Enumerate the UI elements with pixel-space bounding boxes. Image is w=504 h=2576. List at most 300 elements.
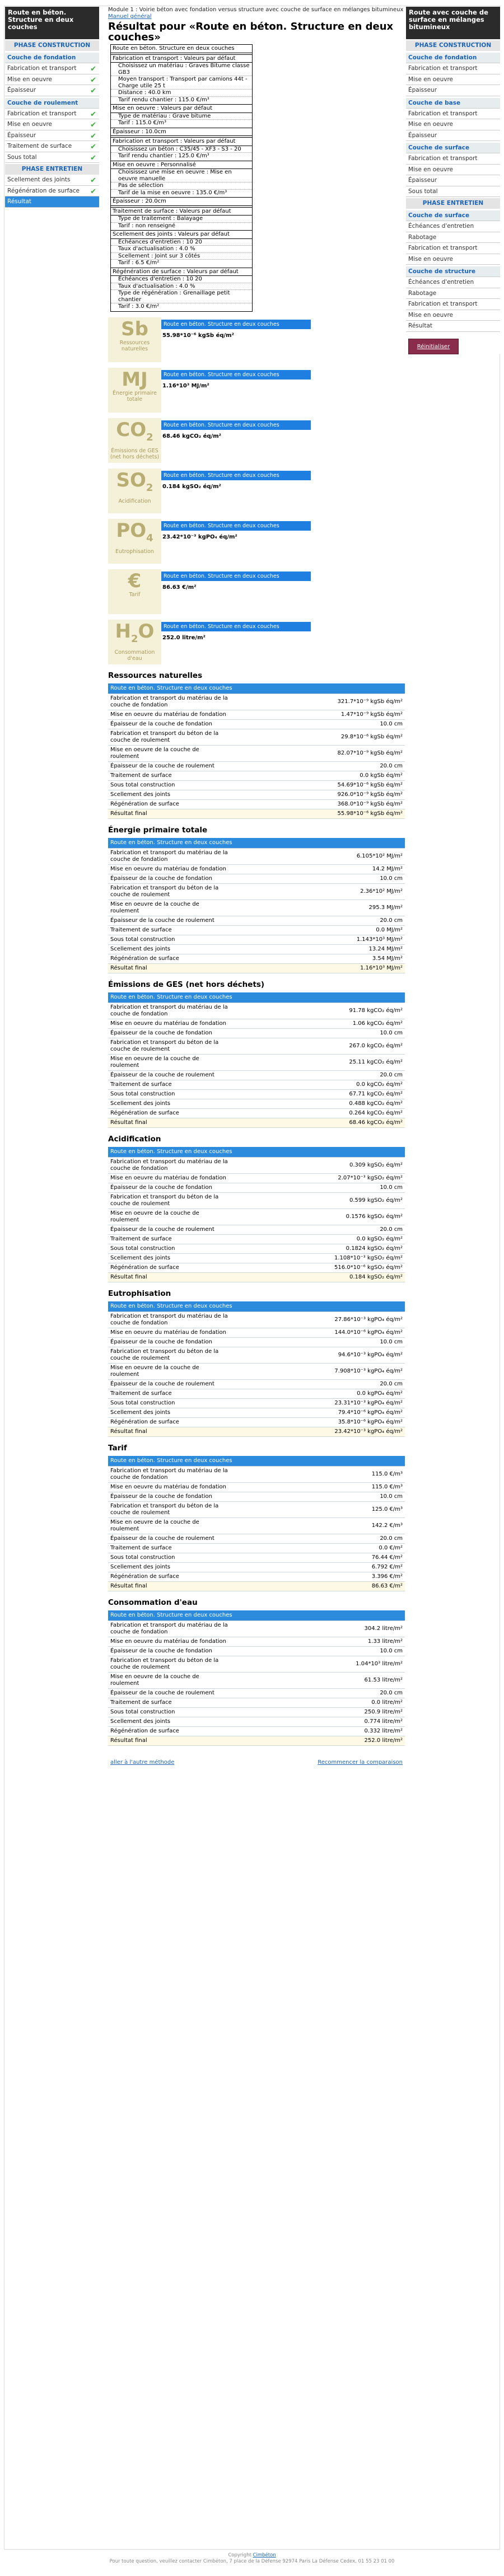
indicator-card bbox=[108, 368, 161, 413]
indicator-row bbox=[108, 317, 405, 362]
row-value: 10.0 cm bbox=[231, 1646, 405, 1656]
table-row bbox=[108, 1209, 405, 1225]
row-value: 2.07*10⁻³ kgSO₂ éq/m² bbox=[231, 1173, 405, 1183]
table-row bbox=[108, 1553, 405, 1562]
row-label: Mise en oeuvre du matériau de fondation bbox=[108, 1637, 231, 1646]
table-row bbox=[108, 1347, 405, 1363]
table-row bbox=[108, 1363, 405, 1379]
row-label: Mise en oeuvre du matériau de fondation bbox=[108, 1328, 231, 1337]
indicator-symbol: € bbox=[128, 569, 142, 592]
table-row bbox=[108, 710, 405, 719]
row-label: Fabrication et transport du béton de la couche de roulement bbox=[108, 1347, 231, 1363]
row-label: Régénération de surface bbox=[108, 799, 231, 809]
table-header-row bbox=[108, 1147, 405, 1158]
sidebar-item[interactable]: Échéances d'entretien bbox=[406, 221, 500, 232]
table-row bbox=[108, 1054, 405, 1070]
parameter-line: Type de régénération : Grenaillage petit chantier bbox=[111, 290, 252, 303]
check-icon: ✔ bbox=[90, 65, 96, 73]
row-value: 91.78 kgCO₂ éq/m² bbox=[231, 1003, 405, 1019]
parameter-line: Tarif de la mise en oeuvre : 135.0 €/m³ bbox=[118, 189, 227, 196]
indicator-bar: Route en béton. Structure en deux couches bbox=[161, 370, 311, 380]
nav-group-heading: Couche de roulement bbox=[5, 98, 99, 109]
indicator-subscript: 4 bbox=[146, 532, 153, 544]
row-label: Épaisseur de la couche de fondation bbox=[108, 1028, 231, 1038]
row-label: Scellement des joints bbox=[108, 1562, 231, 1572]
parameter-group bbox=[111, 55, 252, 105]
sidebar-item[interactable]: Fabrication et transport bbox=[406, 243, 500, 254]
row-value: 55.98*10⁻⁶ kgSb éq/m² bbox=[231, 809, 405, 818]
footer-links bbox=[108, 1757, 405, 1771]
sidebar-item[interactable] bbox=[5, 85, 99, 96]
indicator-bar: Route en béton. Structure en deux couches bbox=[161, 420, 311, 430]
row-label: Épaisseur de la couche de fondation bbox=[108, 1492, 231, 1501]
parameter-line: Tarif : 3.0 €/m² bbox=[118, 303, 160, 310]
row-label: Résultat final bbox=[108, 1427, 231, 1436]
row-value: 926.0*10⁻⁹ kgSb éq/m² bbox=[231, 790, 405, 799]
indicator-label: Acidification bbox=[118, 498, 151, 505]
results-table bbox=[108, 1456, 405, 1591]
row-value: 125.0 €/m³ bbox=[231, 1501, 405, 1518]
parameter-line: Échéances d'entretien : 10 20 bbox=[111, 276, 252, 283]
table-row bbox=[108, 1408, 405, 1417]
sidebar-item[interactable] bbox=[5, 186, 99, 197]
row-label: Fabrication et transport du matériau de la couche de fondation bbox=[108, 1620, 231, 1637]
parameter-line: Type de traitement : Balayage bbox=[111, 216, 252, 223]
table-row bbox=[108, 719, 405, 729]
sidebar-item[interactable]: Fabrication et transport bbox=[406, 299, 500, 310]
table-header-row bbox=[108, 683, 405, 694]
sidebar-item[interactable] bbox=[5, 141, 99, 152]
table-row bbox=[108, 1620, 405, 1637]
parameter-line: Scellement : Joint sur 3 côtés bbox=[111, 253, 252, 260]
sidebar-item-result[interactable]: Résultat bbox=[5, 196, 99, 208]
row-value: 0.1576 kgSO₂ éq/m² bbox=[231, 1209, 405, 1225]
table-row bbox=[108, 1253, 405, 1263]
row-value: 20.0 cm bbox=[231, 1534, 405, 1543]
check-icon: ✔ bbox=[90, 87, 96, 95]
check-icon: ✔ bbox=[90, 176, 96, 185]
sidebar-item[interactable]: Mise en oeuvre bbox=[406, 74, 500, 86]
sidebar-item[interactable]: Mise en oeuvre bbox=[406, 165, 500, 176]
row-label: Traitement de surface bbox=[108, 1543, 231, 1553]
row-label: Fabrication et transport du matériau de la couche de fondation bbox=[108, 1003, 231, 1019]
left-sidebar-title: Route en béton. Structure en deux couches bbox=[5, 7, 99, 39]
row-label: Scellement des joints bbox=[108, 1408, 231, 1417]
sidebar-item[interactable] bbox=[5, 175, 99, 186]
row-label: Épaisseur de la couche de roulement bbox=[108, 1225, 231, 1234]
table-row bbox=[108, 1501, 405, 1518]
left-sidebar bbox=[5, 7, 99, 208]
row-value: 20.0 cm bbox=[231, 1379, 405, 1389]
sidebar-item[interactable] bbox=[5, 130, 99, 142]
table-row bbox=[108, 1312, 405, 1328]
indicator-label: Ressources naturelles bbox=[119, 339, 150, 352]
row-value: 86.63 €/m² bbox=[231, 1581, 405, 1591]
row-label: Épaisseur de la couche de roulement bbox=[108, 1688, 231, 1698]
parameter-line: Tarif rendu chantier : 115.0 €/m³ bbox=[118, 96, 209, 103]
nav-group-heading: Couche de base bbox=[406, 98, 500, 109]
table-row bbox=[108, 1118, 405, 1127]
sidebar-item[interactable]: Sous total bbox=[406, 186, 500, 198]
row-label: Scellement des joints bbox=[108, 944, 231, 954]
row-value: 29.8*10⁻⁶ kgSb éq/m² bbox=[231, 729, 405, 745]
row-label: Mise en oeuvre de la couche de roulement bbox=[108, 1363, 231, 1379]
table-row bbox=[108, 1089, 405, 1099]
table-row bbox=[108, 1019, 405, 1028]
indicator-symbol-icon bbox=[108, 569, 161, 592]
section-title: Acidification bbox=[108, 1134, 161, 1144]
table-row bbox=[108, 963, 405, 973]
indicator-row bbox=[108, 469, 405, 513]
table-row bbox=[108, 900, 405, 916]
table-row bbox=[108, 1726, 405, 1736]
row-value: 1.33 litre/m² bbox=[231, 1637, 405, 1646]
section-title: Ressources naturelles bbox=[108, 671, 203, 680]
row-value: 304.2 litre/m² bbox=[231, 1620, 405, 1637]
table-row bbox=[108, 790, 405, 799]
results-table bbox=[108, 683, 405, 819]
row-value: 20.0 cm bbox=[231, 1070, 405, 1080]
table-row bbox=[108, 745, 405, 761]
row-label: Épaisseur de la couche de roulement bbox=[108, 916, 231, 925]
indicator-value: 68.46 kgCO₂ éq/m² bbox=[162, 433, 222, 439]
parameter-heading: Traitement de surface : Valeurs par défaut bbox=[111, 208, 252, 216]
indicator-bar: Route en béton. Structure en deux couches bbox=[161, 471, 311, 480]
table-header-cell: Route en béton. Structure en deux couches bbox=[108, 1610, 405, 1621]
row-label: Fabrication et transport du matériau de la couche de fondation bbox=[108, 694, 231, 710]
table-row bbox=[108, 1417, 405, 1427]
restart-link[interactable]: Recommencer la comparaison bbox=[318, 1759, 403, 1765]
row-value: 61.53 litre/m² bbox=[231, 1672, 405, 1688]
row-value: 20.0 cm bbox=[231, 1688, 405, 1698]
indicator-row bbox=[108, 569, 405, 614]
sidebar-item[interactable] bbox=[5, 109, 99, 120]
row-value: 3.54 MJ/m² bbox=[231, 954, 405, 963]
parameter-group bbox=[111, 198, 252, 208]
table-row bbox=[108, 694, 405, 710]
row-value: 1.04*10³ litre/m² bbox=[231, 1656, 405, 1672]
row-label: Régénération de surface bbox=[108, 1108, 231, 1118]
table-header-row bbox=[108, 1301, 405, 1312]
site-footer bbox=[0, 2552, 504, 2565]
row-label: Régénération de surface bbox=[108, 1417, 231, 1427]
row-value: 0.309 kgSO₂ éq/m² bbox=[231, 1157, 405, 1173]
row-value: 13.24 MJ/m² bbox=[231, 944, 405, 954]
parameter-heading: Fabrication et transport : Valeurs par défaut bbox=[111, 55, 252, 63]
table-row bbox=[108, 925, 405, 935]
check-icon: ✔ bbox=[90, 187, 96, 196]
row-value: 1.16*10³ MJ/m² bbox=[231, 963, 405, 973]
row-value: 23.42*10⁻³ kgPO₄ éq/m² bbox=[231, 1427, 405, 1436]
parameter-heading: Mise en oeuvre : Personnalisé bbox=[111, 161, 252, 170]
parameter-line: Tarif : non renseigné bbox=[118, 222, 176, 229]
row-label: Sous total construction bbox=[108, 780, 231, 790]
row-value: 6.792 €/m² bbox=[231, 1562, 405, 1572]
table-row bbox=[108, 1543, 405, 1553]
table-row bbox=[108, 954, 405, 963]
row-label: Résultat final bbox=[108, 963, 231, 973]
row-value: 144.0*10⁻⁶ kgPO₄ éq/m² bbox=[231, 1328, 405, 1337]
sidebar-item-label: Épaisseur bbox=[7, 87, 36, 93]
indicator-value: 0.184 kgSO₂ éq/m² bbox=[162, 483, 221, 490]
table-row bbox=[108, 1234, 405, 1244]
parameter-line: Choisissez une mise en oeuvre : Mise en oeuvre manuelle bbox=[111, 169, 252, 182]
parameter-heading: Épaisseur : 20.0cm bbox=[111, 198, 252, 206]
row-value: 0.332 litre/m² bbox=[231, 1726, 405, 1736]
row-label: Fabrication et transport du matériau de la couche de fondation bbox=[108, 1312, 231, 1328]
table-row bbox=[108, 1717, 405, 1726]
table-row bbox=[108, 1328, 405, 1337]
row-label: Sous total construction bbox=[108, 1244, 231, 1253]
page-frame bbox=[4, 6, 500, 2550]
indicator-symbol-icon bbox=[108, 620, 161, 650]
parameter-group bbox=[111, 161, 252, 198]
phase-entretien-heading: PHASE ENTRETIEN bbox=[406, 198, 500, 209]
parameter-group bbox=[111, 45, 252, 55]
sidebar-item[interactable]: Mise en oeuvre bbox=[406, 254, 500, 265]
table-header-row bbox=[108, 1610, 405, 1621]
indicator-symbol: SO bbox=[116, 469, 146, 491]
table-row bbox=[108, 874, 405, 883]
row-value: 2.36*10² MJ/m² bbox=[231, 883, 405, 900]
table-row bbox=[108, 1038, 405, 1054]
sidebar-item-label: Sous total bbox=[7, 153, 37, 161]
results-table bbox=[108, 1610, 405, 1746]
row-label: Résultat final bbox=[108, 1736, 231, 1745]
indicator-symbol: H bbox=[115, 620, 132, 643]
indicator-bar: Route en béton. Structure en deux couches bbox=[161, 521, 311, 531]
sidebar-item[interactable]: Épaisseur bbox=[406, 130, 500, 142]
reset-button[interactable]: Réinitialiser bbox=[408, 339, 459, 354]
row-label: Traitement de surface bbox=[108, 1080, 231, 1089]
row-value: 0.0 kgCO₂ éq/m² bbox=[231, 1080, 405, 1089]
row-label: Traitement de surface bbox=[108, 1698, 231, 1707]
row-label: Traitement de surface bbox=[108, 1234, 231, 1244]
row-label: Mise en oeuvre de la couche de roulement bbox=[108, 1209, 231, 1225]
row-label: Épaisseur de la couche de roulement bbox=[108, 1379, 231, 1389]
row-label: Mise en oeuvre de la couche de roulement bbox=[108, 1672, 231, 1688]
breadcrumb bbox=[108, 7, 405, 20]
row-value: 94.6*10⁻³ kgPO₄ éq/m² bbox=[231, 1347, 405, 1363]
indicator-value: 86.63 €/m² bbox=[162, 584, 197, 591]
phase-construction-heading: PHASE CONSTRUCTION bbox=[406, 40, 500, 51]
row-label: Fabrication et transport du béton de la couche de roulement bbox=[108, 883, 231, 900]
sidebar-item[interactable]: Mise en oeuvre bbox=[406, 310, 500, 321]
indicator-subscript: 2 bbox=[146, 481, 153, 494]
row-value: 250.9 litre/m² bbox=[231, 1707, 405, 1717]
sidebar-item[interactable] bbox=[5, 152, 99, 163]
row-label: Traitement de surface bbox=[108, 925, 231, 935]
table-row bbox=[108, 1379, 405, 1389]
check-icon: ✔ bbox=[90, 132, 96, 140]
row-value: 1.06 kgCO₂ éq/m² bbox=[231, 1019, 405, 1028]
row-label: Fabrication et transport du béton de la couche de roulement bbox=[108, 1656, 231, 1672]
table-row bbox=[108, 780, 405, 790]
table-row bbox=[108, 809, 405, 818]
table-row bbox=[108, 935, 405, 944]
row-label: Sous total construction bbox=[108, 1707, 231, 1717]
row-label: Traitement de surface bbox=[108, 1389, 231, 1398]
indicator-bar: Route en béton. Structure en deux couches bbox=[161, 320, 311, 329]
row-value: 321.7*10⁻⁹ kgSb éq/m² bbox=[231, 694, 405, 710]
table-row bbox=[108, 771, 405, 780]
table-row bbox=[108, 864, 405, 874]
row-value: 368.0*10⁻⁹ kgSb éq/m² bbox=[231, 799, 405, 809]
row-label: Régénération de surface bbox=[108, 1263, 231, 1272]
row-label: Fabrication et transport du béton de la couche de roulement bbox=[108, 1192, 231, 1209]
row-label: Mise en oeuvre du matériau de fondation bbox=[108, 1019, 231, 1028]
row-label: Régénération de surface bbox=[108, 1726, 231, 1736]
parameter-heading: Épaisseur : 10.0cm bbox=[111, 128, 252, 137]
row-label: Résultat final bbox=[108, 1272, 231, 1282]
indicator-row bbox=[108, 368, 405, 413]
sidebar-item[interactable]: Fabrication et transport bbox=[406, 153, 500, 165]
other-method-link[interactable]: aller à l'autre méthode bbox=[110, 1759, 175, 1765]
table-row bbox=[108, 729, 405, 745]
sidebar-item[interactable]: Rabotage bbox=[406, 288, 500, 299]
row-label: Mise en oeuvre de la couche de roulement bbox=[108, 1518, 231, 1534]
sidebar-item[interactable]: Échéances d'entretien bbox=[406, 277, 500, 288]
indicator-symbol-icon bbox=[108, 317, 161, 340]
row-value: 10.0 cm bbox=[231, 1028, 405, 1038]
row-value: 0.0 kgSb éq/m² bbox=[231, 771, 405, 780]
row-value: 79.4*10⁻⁶ kgPO₄ éq/m² bbox=[231, 1408, 405, 1417]
sidebar-item[interactable]: Fabrication et transport bbox=[406, 63, 500, 74]
indicator-symbol: CO bbox=[116, 418, 147, 441]
phase-entretien-heading: PHASE ENTRETIEN bbox=[5, 164, 99, 175]
sidebar-item[interactable]: Mise en oeuvre bbox=[406, 119, 500, 130]
section-title: Eutrophisation bbox=[108, 1289, 171, 1298]
table-row bbox=[108, 1562, 405, 1572]
row-value: 115.0 €/m³ bbox=[231, 1466, 405, 1482]
table-row bbox=[108, 848, 405, 864]
indicator-label: Énergie primaire totale bbox=[113, 390, 157, 402]
row-value: 0.0 €/m² bbox=[231, 1543, 405, 1553]
sidebar-item-label: Fabrication et transport bbox=[7, 65, 77, 72]
row-label: Fabrication et transport du matériau de la couche de fondation bbox=[108, 848, 231, 864]
sidebar-item[interactable] bbox=[5, 63, 99, 74]
row-value: 0.264 kgCO₂ éq/m² bbox=[231, 1108, 405, 1118]
check-icon: ✔ bbox=[90, 76, 96, 85]
table-row bbox=[108, 1003, 405, 1019]
row-value: 115.0 €/m³ bbox=[231, 1482, 405, 1492]
nav-group-heading: Couche de fondation bbox=[5, 53, 99, 63]
indicator-row bbox=[108, 418, 405, 463]
table-row bbox=[108, 1173, 405, 1183]
row-value: 76.44 €/m² bbox=[231, 1553, 405, 1562]
row-label: Sous total construction bbox=[108, 1553, 231, 1562]
row-label: Épaisseur de la couche de fondation bbox=[108, 1646, 231, 1656]
row-label: Régénération de surface bbox=[108, 1572, 231, 1581]
indicator-symbol-icon bbox=[108, 469, 161, 499]
row-label: Épaisseur de la couche de roulement bbox=[108, 1070, 231, 1080]
sidebar-item[interactable] bbox=[5, 74, 99, 86]
indicator-card bbox=[108, 317, 161, 362]
table-row bbox=[108, 1398, 405, 1408]
table-row bbox=[108, 1157, 405, 1173]
table-header-cell: Route en béton. Structure en deux couches bbox=[108, 683, 405, 694]
parameter-line: Échéances d'entretien : 10 20 bbox=[111, 239, 252, 246]
row-value: 0.1824 kgSO₂ éq/m² bbox=[231, 1244, 405, 1253]
row-value: 10.0 cm bbox=[231, 1183, 405, 1192]
row-value: 20.0 cm bbox=[231, 916, 405, 925]
indicator-label: Consommation d'eau bbox=[114, 649, 155, 662]
row-label: Fabrication et transport du béton de la couche de roulement bbox=[108, 729, 231, 745]
indicator-symbol-icon bbox=[108, 519, 161, 549]
parameter-line: Tarif rendu chantier : 125.0 €/m³ bbox=[118, 153, 209, 159]
sidebar-item-label: Mise en oeuvre bbox=[7, 121, 52, 128]
row-label: Fabrication et transport du matériau de la couche de fondation bbox=[108, 1157, 231, 1173]
manual-link[interactable]: Manuel général bbox=[108, 13, 152, 20]
row-value: 54.69*10⁻⁶ kgSb éq/m² bbox=[231, 780, 405, 790]
row-label: Scellement des joints bbox=[108, 1717, 231, 1726]
row-value: 267.0 kgCO₂ éq/m² bbox=[231, 1038, 405, 1054]
results-table bbox=[108, 1301, 405, 1437]
row-label: Mise en oeuvre de la couche de roulement bbox=[108, 1054, 231, 1070]
indicator-card bbox=[108, 620, 161, 664]
table-header-row bbox=[108, 1456, 405, 1467]
table-row bbox=[108, 1707, 405, 1717]
result-tables bbox=[108, 671, 405, 1746]
row-value: 10.0 cm bbox=[231, 719, 405, 729]
table-row bbox=[108, 1192, 405, 1209]
row-label: Résultat final bbox=[108, 809, 231, 818]
row-label: Mise en oeuvre de la couche de roulement bbox=[108, 900, 231, 916]
table-row bbox=[108, 1492, 405, 1501]
sidebar-item[interactable]: Rabotage bbox=[406, 232, 500, 243]
sidebar-item[interactable]: Épaisseur bbox=[406, 175, 500, 186]
right-sidebar-title: Route avec couche de surface en mélanges bitumineux bbox=[406, 7, 500, 39]
row-value: 295.3 MJ/m² bbox=[231, 900, 405, 916]
table-row bbox=[108, 1427, 405, 1436]
phase-construction-heading: PHASE CONSTRUCTION bbox=[5, 40, 99, 51]
sidebar-item-label: Fabrication et transport bbox=[7, 110, 77, 117]
table-row bbox=[108, 883, 405, 900]
indicators-list bbox=[108, 317, 405, 664]
indicator-symbol: MJ bbox=[122, 368, 148, 391]
indicator-bar: Route en béton. Structure en deux couches bbox=[161, 622, 311, 631]
table-row bbox=[108, 1337, 405, 1347]
row-value: 0.0 MJ/m² bbox=[231, 925, 405, 935]
copyright-link[interactable]: Cimbéton bbox=[253, 2552, 276, 2558]
row-value: 1.143*10³ MJ/m² bbox=[231, 935, 405, 944]
table-row bbox=[108, 916, 405, 925]
parameter-group bbox=[111, 138, 252, 161]
parameters-summary bbox=[110, 44, 253, 312]
table-row bbox=[108, 1656, 405, 1672]
section-title: Consommation d'eau bbox=[108, 1598, 198, 1607]
parameter-line: Choisissez un béton : C35/45 - XF3 - S3 - 20 bbox=[111, 146, 252, 153]
table-header-row bbox=[108, 838, 405, 849]
row-value: 142.2 €/m³ bbox=[231, 1518, 405, 1534]
sidebar-item[interactable] bbox=[5, 119, 99, 130]
sidebar-item-label: Traitement de surface bbox=[7, 143, 72, 149]
sidebar-item[interactable]: Épaisseur bbox=[406, 85, 500, 96]
sidebar-item[interactable]: Fabrication et transport bbox=[406, 109, 500, 120]
results-table bbox=[108, 992, 405, 1128]
sidebar-item[interactable]: Résultat bbox=[406, 321, 500, 332]
parameter-line: Tarif : 6.5 €/m² bbox=[118, 260, 160, 266]
table-header-cell: Route en béton. Structure en deux couches bbox=[108, 992, 405, 1003]
table-row bbox=[108, 1518, 405, 1534]
table-row bbox=[108, 1572, 405, 1581]
row-label: Scellement des joints bbox=[108, 1099, 231, 1108]
parameter-group bbox=[111, 208, 252, 231]
table-row bbox=[108, 1698, 405, 1707]
nav-group-heading: Couche de surface bbox=[406, 210, 500, 221]
check-icon: ✔ bbox=[90, 110, 96, 119]
row-label: Résultat final bbox=[108, 1118, 231, 1127]
